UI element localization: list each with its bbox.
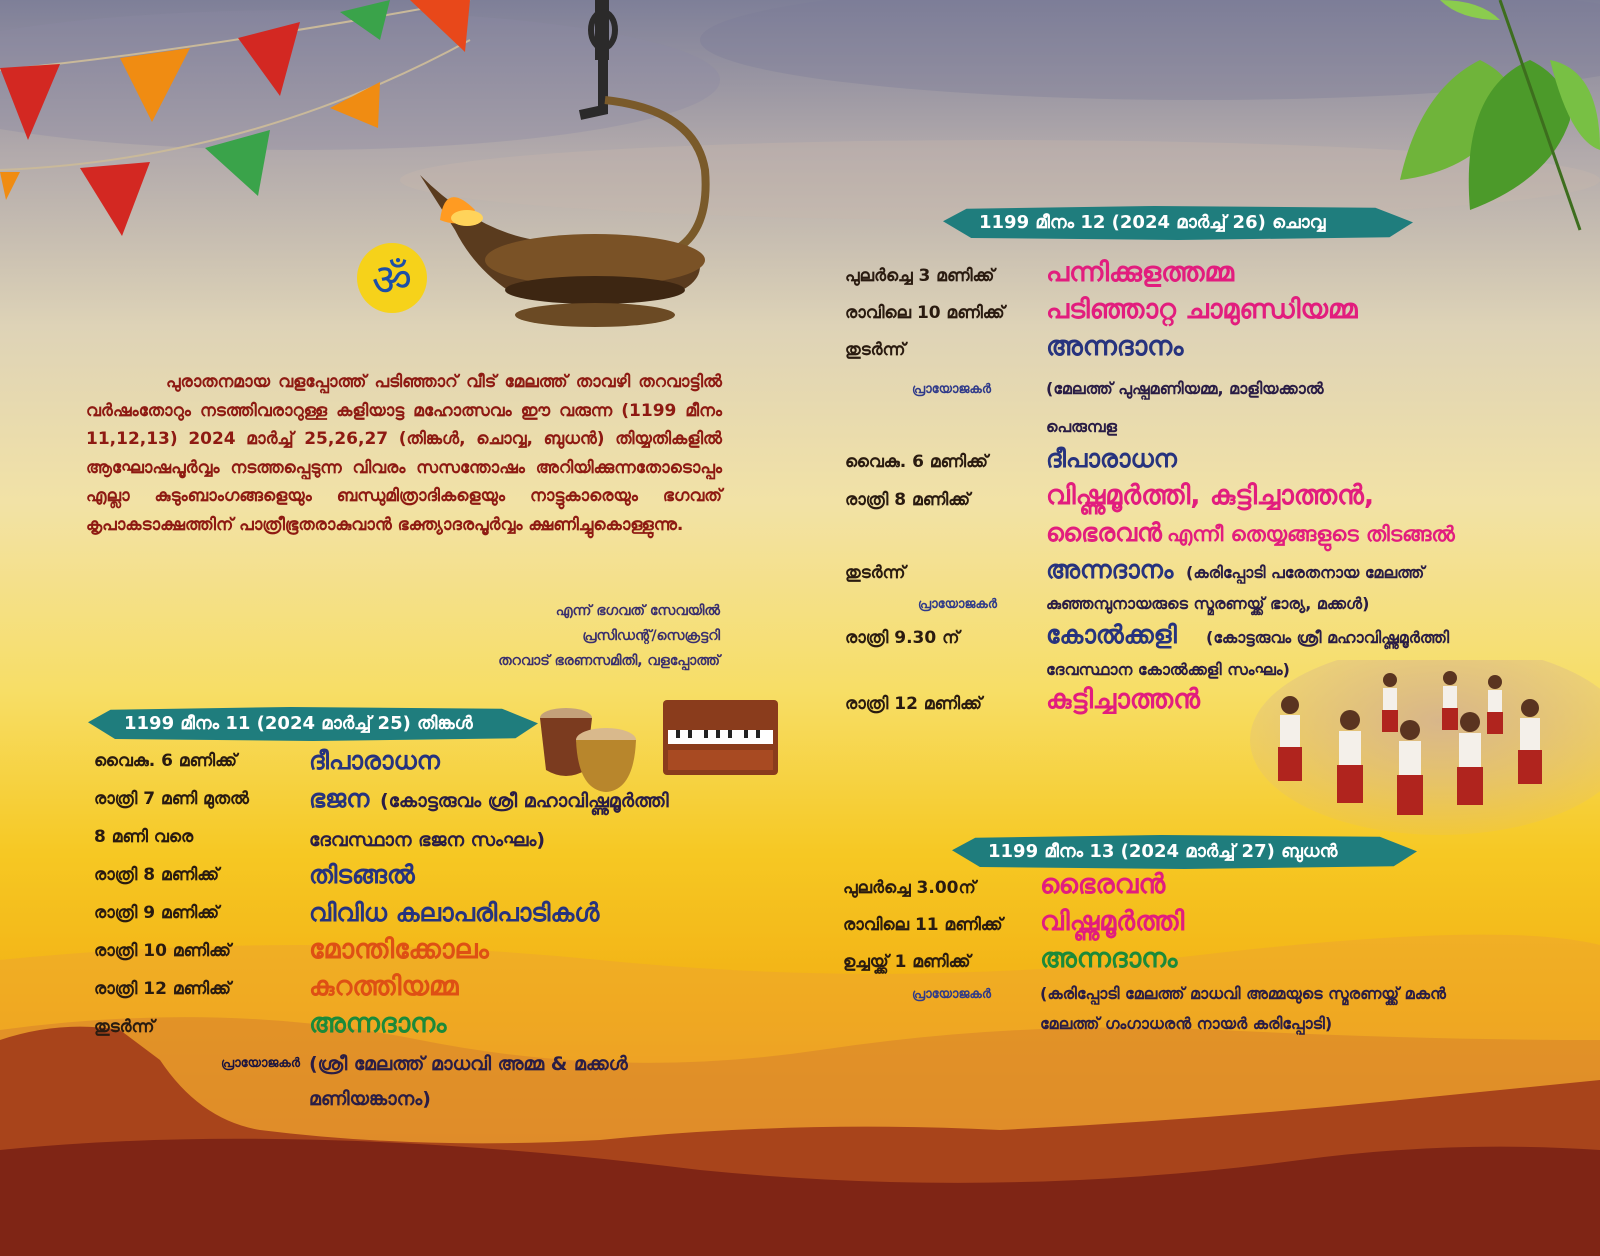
day1-note-1: (കോട്ടരുവം ശ്രീ മഹാവിഷ്ണുമൂർത്തി <box>380 790 669 812</box>
day1-banner <box>88 707 538 741</box>
day1-event-0: ദീപാരാധന <box>309 746 440 775</box>
day2-event-5: അന്നദാനം <box>1046 555 1174 584</box>
day1-event-7: അന്നദാനം <box>309 1008 447 1039</box>
day2-sponsor1-label: പ്രായോജകർ <box>912 382 991 397</box>
day1-time-7: തുടർന്ന് <box>94 1017 155 1037</box>
sig-line-2: പ്രസിഡന്റ്/സെക്രട്ടറി <box>582 628 720 644</box>
day2-banner-text: 1199 മീനം 12 (2024 മാർച്ച് 26) ചൊവ്വ <box>979 212 1326 233</box>
day2-time-6: രാത്രി 9.30 ന് <box>845 628 960 648</box>
day2-time-3: വൈകു. 6 മണിക്ക് <box>845 452 988 472</box>
day1-sponsor-line2: മണിയങ്കാനം) <box>309 1088 431 1110</box>
om-icon <box>357 243 427 313</box>
sig-line-1: എന്ന് ഭഗവത് സേവയിൽ <box>555 603 720 619</box>
day2-deities-line2 <box>1046 518 1455 548</box>
day2-event-2: അന്നദാനം <box>1046 331 1184 362</box>
day3-banner <box>952 835 1417 869</box>
day1-event-6: കുറത്തിയമ്മ <box>309 971 459 1002</box>
sig-line-3: തറവാട് ഭരണസമിതി, വളപ്പോത്ത് <box>498 653 720 669</box>
day1-time-0: വൈകു. 6 മണിക്ക് <box>94 751 237 771</box>
day2-deities-suffix: എന്നീ തെയ്യങ്ങളുടെ തിടങ്ങൽ <box>1167 522 1455 546</box>
day3-time-2: ഉച്ചയ്ക്ക് 1 മണിക്ക് <box>843 952 971 972</box>
day2-event-7: കുട്ടിച്ചാത്തൻ <box>1046 684 1200 715</box>
kolkali-dancers-image <box>1240 660 1600 835</box>
day2-kol-note2: ദേവസ്ഥാന കോൽക്കളി സംഘം) <box>1046 660 1290 679</box>
day3-time-1: രാവിലെ 11 മണിക്ക് <box>843 915 1003 935</box>
day3-banner-text: 1199 മീനം 13 (2024 മാർച്ച് 27) ബുധൻ <box>988 841 1338 862</box>
day1-time-6: രാത്രി 12 മണിക്ക് <box>94 979 231 999</box>
day1-event-3: തിടങ്ങൽ <box>309 860 415 889</box>
day2-time-2: തുടർന്ന് <box>845 340 906 360</box>
day1-time-4: രാത്രി 9 മണിക്ക് <box>94 903 220 923</box>
day1-event-4: വിവിധ കലാപരിപാടികൾ <box>309 898 600 927</box>
day1-time-1: രാത്രി 7 മണി മുതൽ <box>94 789 249 809</box>
day2-time-0: പുലർച്ചെ 3 മണിക്ക് <box>845 266 995 286</box>
day3-time-0: പുലർച്ചെ 3.00ന് <box>843 878 976 898</box>
peepal-leaves <box>1400 0 1600 260</box>
day3-event-0: ഭൈരവൻ <box>1040 869 1166 900</box>
day2-time-7: രാത്രി 12 മണിക്ക് <box>845 694 982 714</box>
day2-event-0: പന്നിക്കുളത്തമ്മ <box>1046 257 1234 288</box>
om-symbol: ॐ <box>371 255 413 306</box>
oil-lamp-icon <box>415 0 725 340</box>
day3-event-2: അന്നദാനം <box>1040 943 1178 974</box>
day1-note-2: ദേവസ്ഥാന ഭജന സംഘം) <box>309 829 546 851</box>
intro-text: പുരാതനമായ വളപ്പോത്ത് പടിഞ്ഞാറ് വീട് മേലത്ത് താവഴി തറവാട്ടിൽ വർഷംതോറും നടത്തിവരാറുള്ള കളിയാട്ട മഹോത്സവം ഈ വരുന്ന (1199 മീനം 11,12,13) 2024 മാർച്ച് 25,26,27 (തിങ്കൾ, ചൊവ്വ, ബുധൻ) തിയ്യതികളിൽ ആഘോഷപൂർവ്വം നടത്തപ്പെടുന്ന വിവരം സസന്തോഷം അറിയിക്കുന്നതോടൊപ്പം എല്ലാ കുടുംബാംഗങ്ങളെയും ബന്ധുമിത്രാദികളെയും നാട്ടുകാരെയും ഭഗവത് കൃപാകടാക്ഷത്തിന് പാത്രീഭൂതരാകുവാൻ ഭക്ത്യാദരപൂർവ്വം ക്ഷണിച്ചുകൊള്ളുന്നു. <box>86 372 722 535</box>
day1-sponsor-line1: (ശ്രീ മേലത്ത് മാധവി അമ്മ & മക്കൾ <box>309 1053 628 1075</box>
day2-deity-bhairavan: ഭൈരവൻ <box>1046 518 1162 547</box>
day2-annadanam-note2: കുഞ്ഞമ്പുനായരുടെ സ്മരണയ്ക്ക് ഭാര്യ, മക്കൾ) <box>1046 594 1370 613</box>
intro-paragraph <box>86 368 722 539</box>
day1-banner-text: 1199 മീനം 11 (2024 മാർച്ച് 25) തിങ്കൾ <box>124 713 473 734</box>
day2-event-6: കോൽക്കളി <box>1046 620 1177 649</box>
day1-time-5: രാത്രി 10 മണിക്ക് <box>94 941 231 961</box>
day2-sponsor2-label: പ്രായോജകർ <box>918 597 997 612</box>
day2-event-3: ദീപാരാധന <box>1046 444 1177 473</box>
day3-sponsor-label: പ്രായോജകർ <box>912 987 991 1002</box>
day2-sponsor1-line1: (മേലത്ത് പുഷ്പമണിയമ്മ, മാളിയക്കാൽ <box>1046 379 1324 398</box>
day1-event-5: മോന്തിക്കോലം <box>309 934 489 965</box>
day2-time-4: രാത്രി 8 മണിക്ക് <box>845 490 971 510</box>
day2-time-1: രാവിലെ 10 മണിക്ക് <box>845 303 1005 323</box>
day3-event-1: വിഷ്ണുമൂർത്തി <box>1040 906 1185 937</box>
day2-kol-note1: (കോട്ടരുവം ശ്രീ മഹാവിഷ്ണുമൂർത്തി <box>1206 628 1450 647</box>
day2-sponsor1-line2: പെരുമ്പള <box>1046 417 1117 436</box>
tabla-harmonium-image <box>528 690 788 800</box>
day3-sponsor-line1: (കരിപ്പോടി മേലത്ത് മാധവി അമ്മയുടെ സ്മരണയ്ക്ക് മകൻ <box>1040 984 1446 1003</box>
day2-event-4: വിഷ്ണുമൂർത്തി, കുട്ടിച്ചാത്തൻ, <box>1046 480 1375 511</box>
day2-time-5: തുടർന്ന് <box>845 563 906 583</box>
day2-event-1: പടിഞ്ഞാറ്റ ചാമുണ്ഡിയമ്മ <box>1046 294 1358 325</box>
day1-time-2: 8 മണി വരെ <box>94 827 194 847</box>
day3-sponsor-line2: മേലത്ത് ഗംഗാധരൻ നായർ കരിപ്പോടി) <box>1040 1014 1333 1033</box>
day2-annadanam-note1: (കരിപ്പോടി പരേതനായ മേലത്ത് <box>1186 563 1425 582</box>
day1-event-1: ഭജന <box>309 784 370 813</box>
signature-block <box>300 599 720 674</box>
day2-banner <box>943 206 1413 240</box>
day1-sponsor-label: പ്രായോജകർ <box>221 1056 300 1071</box>
day1-time-3: രാത്രി 8 മണിക്ക് <box>94 865 220 885</box>
